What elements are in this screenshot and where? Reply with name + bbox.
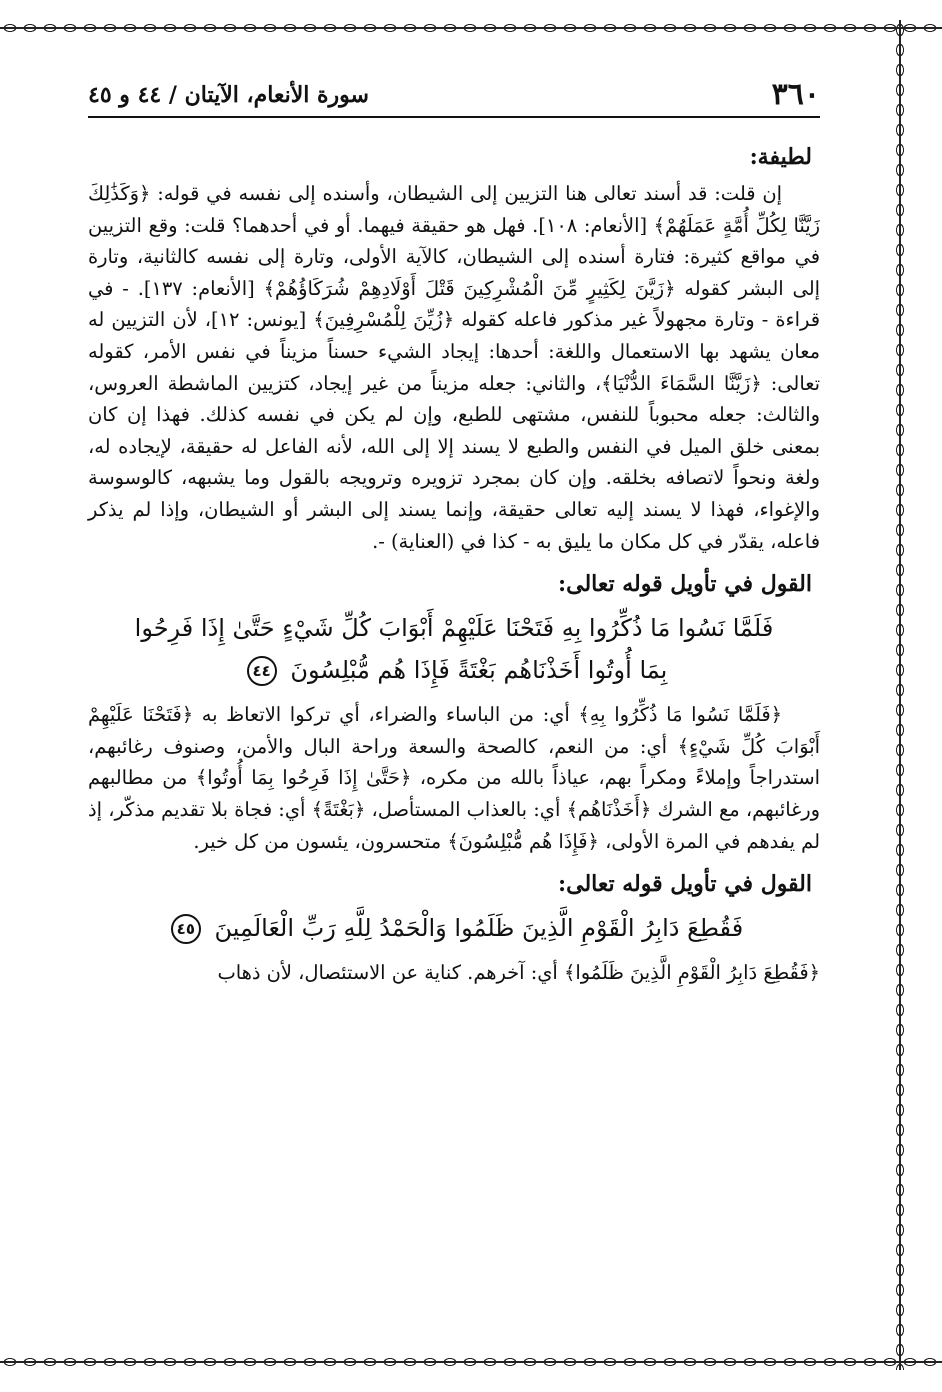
running-header: [88, 60, 820, 118]
page-content: [88, 60, 820, 1350]
page-border-right: [892, 20, 908, 1370]
ayah-number-marker: ٤٥: [171, 914, 201, 944]
page-border-top: [0, 20, 942, 36]
quran-verse-45: [88, 907, 820, 949]
verse-44-line2: بِمَا أُوتُوا أَخَذْنَاهُم بَغْتَةً فَإِذَا هُم مُّبْلِسُونَ: [290, 656, 668, 685]
page-border-bottom: [0, 1354, 942, 1370]
tafsir-44-paragraph: ﴿فَلَمَّا نَسُوا مَا ذُكِّرُوا بِهِ﴾ أي: من الباساء والضراء، أي تركوا الاتعاظ به ﴿فَتَحْنَا عَلَيْهِمْ أَبْوَابَ كُلِّ شَيْءٍ﴾ أي: من النعم، كالصحة والسعة وراحة البال والأمن، وصنوف رغائبهم، استدراجاً وإملاءً ومكراً بهم، عياذاً بالله من مكره، ﴿حَتَّىٰ إِذَا فَرِحُوا بِمَا أُوتُوا﴾ من مطالبهم ورغائبهم، مع الشرك ﴿أَخَذْنَاهُم﴾ أي: بالعذاب المستأصل، ﴿بَغْتَةً﴾ أي: فجاة بلا تقديم مذكّر، إذ لم يفدهم في المرة الأولى، ﴿فَإِذَا هُم مُّبْلِسُونَ﴾ متحسرون، يئسون من كل خير.: [88, 703, 820, 853]
ayah-number-marker: ٤٤: [247, 656, 277, 686]
section-heading-tafsir-45: القول في تأويل قوله تعالى:: [558, 871, 812, 898]
latifa-paragraph: إن قلت: قد أسند تعالى هنا التزيين إلى الشيطان، وأسنده إلى نفسه في قوله: ﴿وَكَذَٰلِكَ زَيَّنَّا لِكُلِّ أُمَّةٍ عَمَلَهُمْ﴾ [الأنعام: ١٠٨]. فهل هو حقيقة فيهما. أو في أحدهما؟ قلت: وقع التزيين في مواقع كثيرة: فتارة أسنده إلى الشيطان، كالآية الأولى، وتارة إلى نفسه كالثانية، وتارة إلى البشر كقوله ﴿زَيَّنَ لِكَثِيرٍ مِّنَ الْمُشْرِكِينَ قَتْلَ أَوْلَادِهِمْ شُرَكَاؤُهُمْ﴾ [الأنعام: ١٣٧]. - في قراءة - وتارة مجهولاً غير مذكور فاعله كقوله ﴿زُيِّنَ لِلْمُسْرِفِينَ﴾ [يونس: ١٢]، لأن التزيين له معان يشهد بها الاستعمال واللغة: أحدها: إيجاد الشيء حسناً مزيناً في نفس الأمر، كقوله تعالى: ﴿زَيَّنَّا السَّمَاءَ الدُّنْيَا﴾، والثاني: جعله مزيناً من غير إيجاد، كتزيين الماشطة العروس، والثالث: جعله محبوباً للنفس، مشتهى للطبع، وإن لم يكن في نفسه كذلك. فهذا إن كان بمعنى خلق الميل في النفس والطبع لا يسند إلا إلى الله، لأنه الفاعل له حقيقة، لإيجاده له، ولغة ونحواً لاتصافه بخلقه. وإن كان بمجرد تزويره وترويجه بالقول وما يشبهه، كالوسوسة والإغواء، فهذا لا يسند إليه تعالى حقيقة، وإنما يسند إلى البشر أو الشيطان، وإذا لم يذكر فاعله، يقدّر في كل مكان ما يليق به - كذا في (العناية) -.: [88, 182, 820, 553]
page-number: ٣٦٠: [771, 77, 820, 112]
surah-title: سورة الأنعام، الآيتان / ٤٤ و ٤٥: [88, 82, 369, 108]
tafsir-45-paragraph: ﴿فَقُطِعَ دَابِرُ الْقَوْمِ الَّذِينَ ظَلَمُوا﴾ أي: آخرهم. كناية عن الاستئصال، لأن ذهاب: [217, 961, 820, 985]
section-heading-latifa: لطيفة:: [749, 144, 812, 170]
verse-44-line1: فَلَمَّا نَسُوا مَا ذُكِّرُوا بِهِ فَتَحْنَا عَلَيْهِمْ أَبْوَابَ كُلِّ شَيْءٍ حَتَّىٰ إِذَا فَرِحُوا: [134, 614, 774, 643]
verse-45-line1: فَقُطِعَ دَابِرُ الْقَوْمِ الَّذِينَ ظَلَمُوا وَالْحَمْدُ لِلَّهِ رَبِّ الْعَالَمِينَ: [214, 914, 744, 943]
section-heading-tafsir-44: القول في تأويل قوله تعالى:: [558, 571, 812, 598]
quran-verse-44: [88, 607, 820, 691]
